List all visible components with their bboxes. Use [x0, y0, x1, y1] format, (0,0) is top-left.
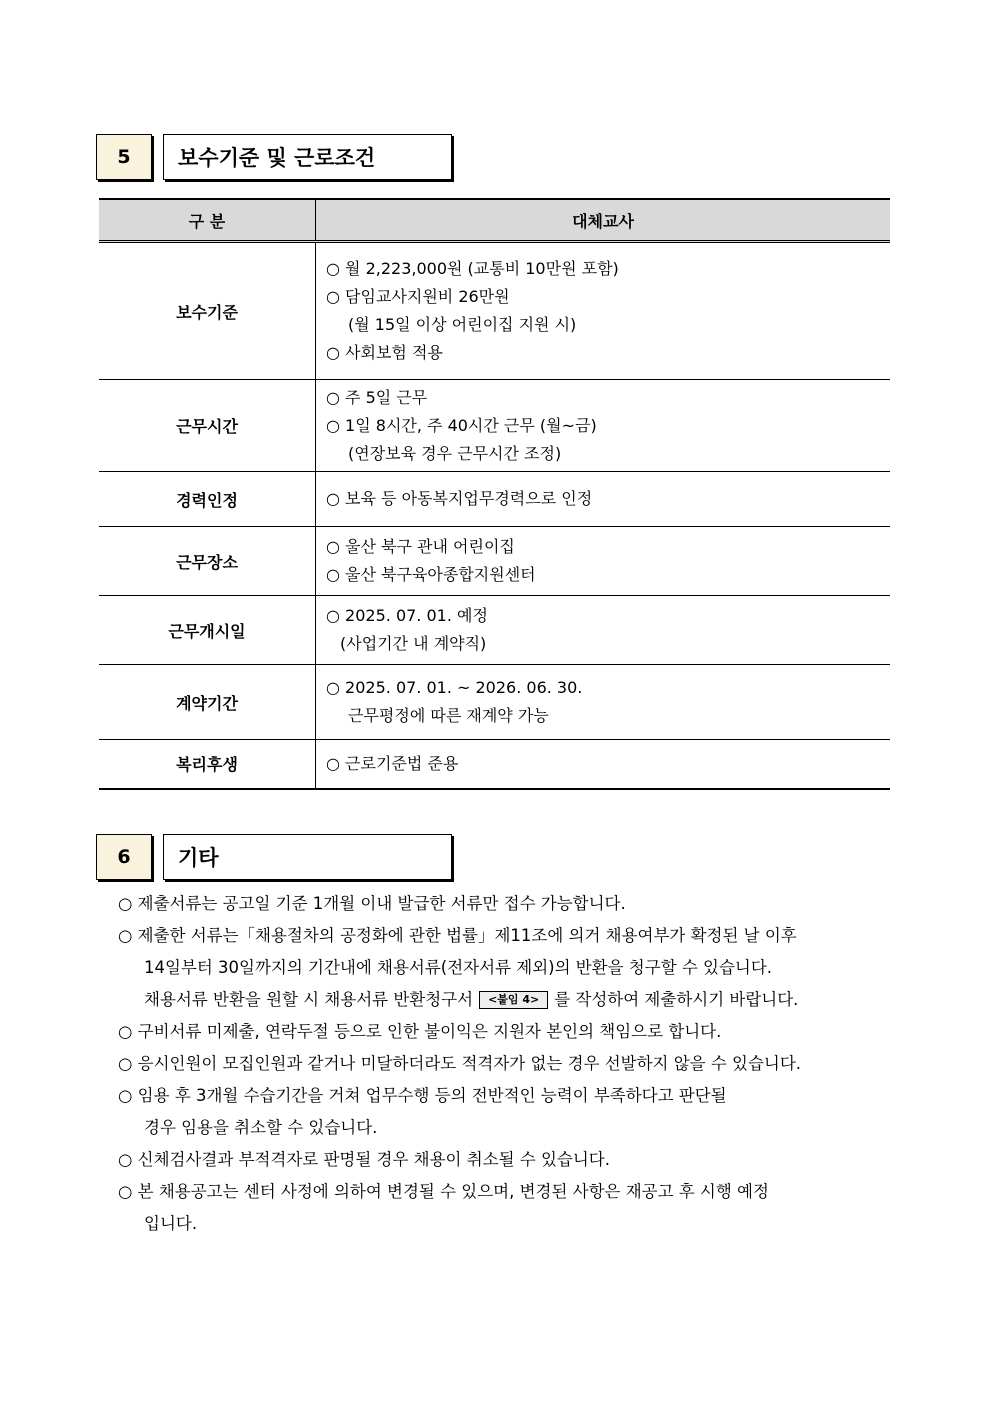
table-row: [99, 527, 890, 596]
row-label: 계약기간: [99, 665, 316, 740]
list-item: ○ 제출서류는 공고일 기준 1개월 이내 발급한 서류만 접수 가능합니다.: [118, 894, 626, 913]
section-title: 기타: [163, 834, 452, 880]
table-row: [99, 596, 890, 665]
list-item-with-badge: [118, 984, 898, 1016]
list-item: 입니다.: [144, 1214, 198, 1233]
row-line: 근무평정에 따른 재계약 가능: [348, 706, 549, 725]
notes-list: [118, 888, 898, 1240]
row-line: ○ 2025. 07. 01. ~ 2026. 06. 30.: [326, 678, 583, 697]
row-line: (연장보육 경우 근무시간 조정): [348, 443, 562, 463]
row-content: [316, 527, 891, 596]
row-line: ○ 사회보험 적용: [326, 343, 443, 362]
table-row: [99, 740, 890, 789]
section-number: 6: [96, 834, 152, 880]
row-content: [316, 472, 891, 527]
conditions-table: [99, 198, 890, 790]
row-label: 근무개시일: [99, 596, 316, 665]
attachment-badge: <붙임 4>: [479, 991, 548, 1009]
header-category: 구 분: [99, 199, 316, 242]
row-line: ○ 담임교사지원비 26만원: [326, 287, 510, 306]
header-substitute-teacher: 대체교사: [316, 199, 891, 242]
row-label: 경력인정: [99, 472, 316, 527]
list-item: 14일부터 30일까지의 기간내에 채용서류(전자서류 제외)의 반환을 청구할 수 있습니다.: [144, 958, 773, 977]
list-item: ○ 본 채용공고는 센터 사정에 의하여 변경될 수 있으며, 변경된 사항은 재공고 후 시행 예정: [118, 1182, 769, 1201]
row-content: [316, 740, 891, 789]
row-line: ○ 울산 북구 관내 어린이집: [326, 537, 515, 556]
section-title: 보수기준 및 근로조건: [163, 134, 452, 180]
section-number: 5: [96, 134, 152, 180]
row-line: ○ 울산 북구육아종합지원센터: [326, 565, 536, 584]
row-line: ○ 주 5일 근무: [326, 387, 428, 407]
table-row: [99, 472, 890, 527]
row-label: 근무장소: [99, 527, 316, 596]
table-row: [99, 242, 890, 380]
table-header-row: [99, 199, 890, 242]
row-line: ○ 근로기준법 준용: [326, 753, 459, 773]
list-text: 를 작성하여 제출하시기 바랍니다.: [554, 990, 799, 1009]
list-item: 경우 임용을 취소할 수 있습니다.: [144, 1118, 378, 1137]
list-item: ○ 응시인원이 모집인원과 같거나 미달하더라도 적격자가 없는 경우 선발하지 않을 수 있습니다.: [118, 1054, 802, 1073]
row-label: 근무시간: [99, 380, 316, 472]
row-label: 복리후생: [99, 740, 316, 789]
row-line: ○ 월 2,223,000원 (교통비 10만원 포함): [326, 259, 619, 278]
list-item: ○ 신체검사결과 부적격자로 판명될 경우 채용이 취소될 수 있습니다.: [118, 1150, 610, 1169]
row-content: [316, 380, 891, 472]
row-line: (월 15일 이상 어린이집 지원 시): [348, 315, 577, 334]
list-item: ○ 구비서류 미제출, 연락두절 등으로 인한 불이익은 지원자 본인의 책임으로 합니다.: [118, 1022, 722, 1041]
row-content: [316, 665, 891, 740]
table-row: [99, 380, 890, 472]
list-item: ○ 제출한 서류는「채용절차의 공정화에 관한 법률」제11조에 의거 채용여부가 확정된 날 이후: [118, 926, 797, 945]
row-content: [316, 596, 891, 665]
table-row: [99, 665, 890, 740]
row-content: [316, 242, 891, 380]
row-line: ○ 1일 8시간, 주 40시간 근무 (월~금): [326, 415, 597, 435]
row-line: ○ 보육 등 아동복지업무경력으로 인정: [326, 489, 593, 508]
row-line: ○ 2025. 07. 01. 예정: [326, 606, 488, 625]
list-text: 채용서류 반환을 원할 시 채용서류 반환청구서: [144, 990, 474, 1009]
list-item: ○ 임용 후 3개월 수습기간을 거쳐 업무수행 등의 전반적인 능력이 부족하다고 판단될: [118, 1086, 727, 1105]
row-line: (사업기간 내 계약직): [340, 634, 487, 653]
row-label: 보수기준: [99, 242, 316, 380]
